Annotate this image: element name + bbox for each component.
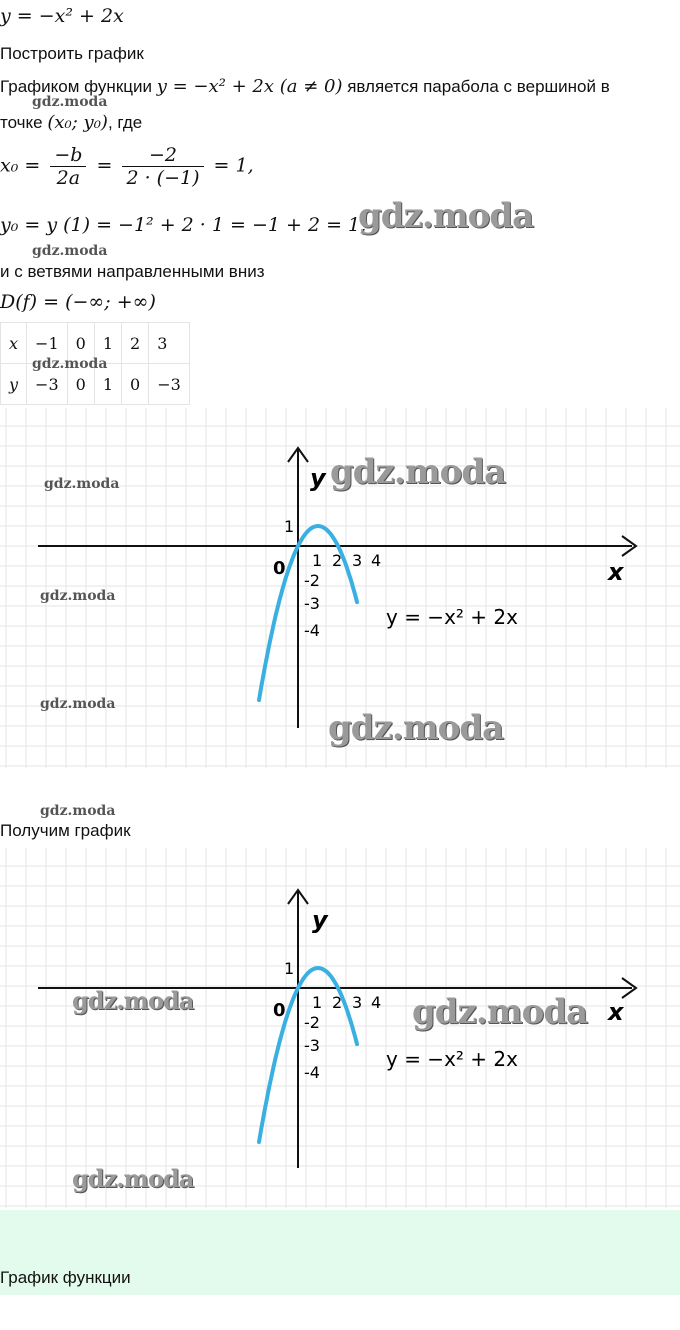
explanation-line-2	[0, 112, 142, 133]
y-tick-label: -2	[304, 571, 320, 590]
watermark: gdz.moda	[32, 243, 108, 259]
fraction-numerator: −b	[50, 144, 86, 167]
y-tick-label: -2	[304, 1013, 320, 1032]
y-axis-label: y	[312, 906, 328, 934]
watermark: gdz.moda	[40, 588, 116, 604]
y0-formula: y₀ = y (1) = −1² + 2 · 1 = −1 + 2 = 1,	[0, 214, 367, 236]
x-tick-label: 4	[371, 551, 382, 570]
table-cell: 0	[67, 323, 94, 364]
y-tick-label: 1	[284, 959, 295, 978]
fraction-1	[50, 144, 86, 189]
answer-panel-title: График функции	[0, 1268, 131, 1287]
y-tick-label: -4	[304, 621, 320, 640]
formula-label: y = −x² + 2x	[386, 605, 518, 629]
x-axis-label: x	[608, 998, 624, 1026]
table-cell: 1	[94, 364, 121, 405]
explanation-text: является парабола с вершиной в	[342, 77, 610, 96]
watermark: gdz.moda	[72, 986, 194, 1015]
y-tick-label: -4	[304, 1063, 320, 1082]
equation-header: y = −x² + 2x	[0, 5, 124, 27]
table-cell: −1	[27, 323, 68, 364]
parabola-curve	[259, 526, 357, 700]
vertex-point: (x₀; y₀)	[47, 112, 108, 133]
fraction-denominator: 2a	[56, 167, 81, 189]
fraction-numerator: −2	[122, 144, 203, 167]
x-axis-label: x	[608, 558, 624, 586]
formula-label: y = −x² + 2x	[386, 1047, 518, 1071]
table-head-cell: x	[1, 323, 27, 364]
watermark: gdz.moda	[44, 476, 120, 492]
parabola-curve	[259, 968, 357, 1142]
table-head-cell: y	[1, 364, 27, 405]
x0-formula	[0, 144, 254, 189]
fraction-2	[122, 144, 203, 189]
table-cell: −3	[149, 364, 190, 405]
x-tick-label: 3	[352, 551, 363, 570]
x0-rhs: = 1,	[213, 154, 254, 177]
x-tick-label: 1	[312, 551, 323, 570]
watermark: gdz.moda	[328, 708, 504, 748]
y-tick-label: 1	[284, 517, 295, 536]
domain-formula: D(f) = (−∞; +∞)	[0, 291, 156, 313]
task-statement: Построить график	[0, 44, 144, 63]
y-tick-label: -3	[304, 594, 320, 613]
x-tick-label: 2	[332, 993, 343, 1012]
x-tick-label: 1	[312, 993, 323, 1012]
watermark: gdz.moda	[40, 696, 116, 712]
explanation-formula: y = −x² + 2x (a ≠ 0)	[156, 76, 343, 97]
explanation-text: Графиком функции	[0, 77, 157, 96]
x-tick-label: 3	[352, 993, 363, 1012]
explanation-text: , где	[107, 113, 143, 132]
y-axis-label: y	[310, 464, 326, 492]
table-cell: 0	[122, 364, 149, 405]
watermark: gdz.moda	[32, 356, 108, 372]
branches-text: и с ветвями направленными вниз	[0, 262, 265, 281]
x-tick-label: 2	[332, 551, 343, 570]
x-tick-label: 4	[371, 993, 382, 1012]
table-cell: 2	[122, 323, 149, 364]
watermark: gdz.moda	[358, 196, 534, 236]
fraction-denominator: 2 · (−1)	[126, 167, 200, 189]
result-caption: Получим график	[0, 821, 131, 840]
watermark: gdz.moda	[330, 452, 506, 492]
explanation-text: точке	[0, 113, 48, 132]
table-cell: 3	[149, 323, 190, 364]
origin-label: 0	[273, 1000, 286, 1021]
table-cell: 1	[94, 323, 121, 364]
x0-equals: =	[96, 154, 113, 177]
x0-lhs: x₀ =	[0, 154, 41, 177]
watermark: gdz.moda	[412, 992, 588, 1032]
watermark: gdz.moda	[72, 1164, 194, 1193]
watermark: gdz.moda	[40, 803, 116, 819]
watermark: gdz.moda	[32, 94, 108, 110]
table-cell: −3	[27, 364, 68, 405]
y-tick-label: -3	[304, 1036, 320, 1055]
table-cell: 0	[67, 364, 94, 405]
origin-label: 0	[273, 558, 286, 579]
